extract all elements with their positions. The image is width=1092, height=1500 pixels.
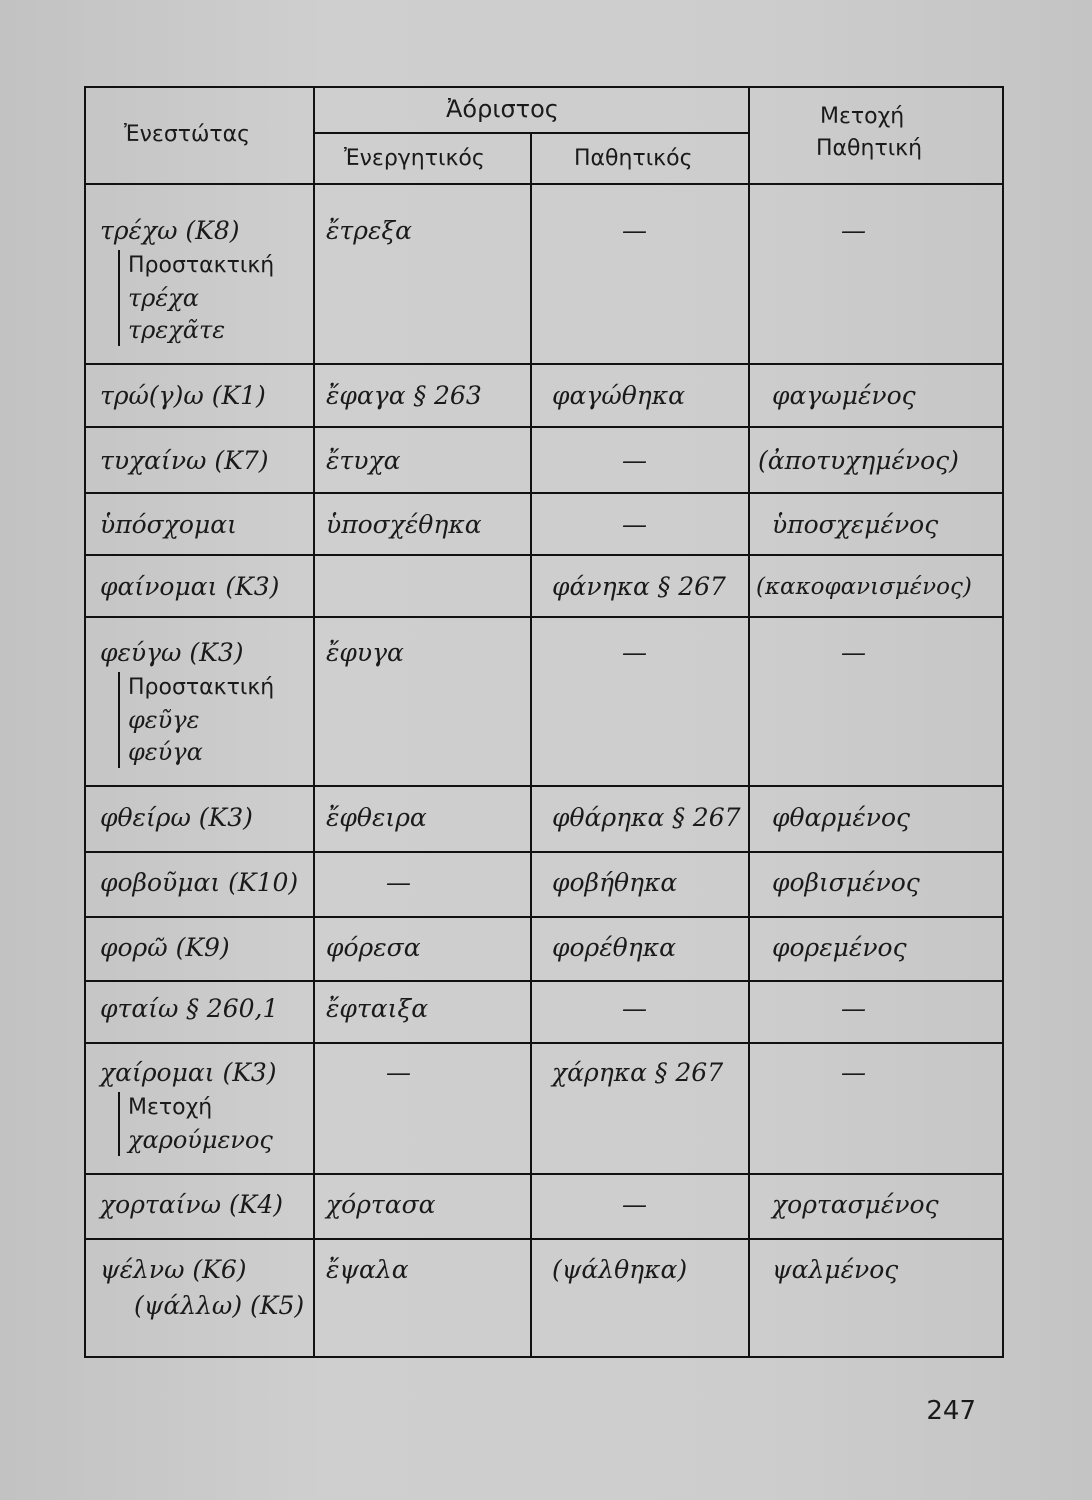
participle: φθαρμένος bbox=[772, 803, 911, 832]
present-form: φθείρω (Κ3) bbox=[100, 803, 253, 832]
present-form: φαίνομαι (Κ3) bbox=[100, 572, 280, 601]
row-line bbox=[86, 492, 1002, 494]
subforms bbox=[118, 250, 274, 346]
participle: ψαλμένος bbox=[772, 1255, 899, 1284]
verb-table bbox=[84, 86, 1004, 1358]
subforms bbox=[118, 672, 274, 768]
row-line bbox=[86, 426, 1002, 428]
active-aorist: ἔφταιξα bbox=[326, 994, 429, 1023]
active-aorist: ὑποσχέθηκα bbox=[326, 510, 482, 539]
active-aorist: — bbox=[386, 1058, 411, 1087]
row-line bbox=[86, 1238, 1002, 1240]
subforms bbox=[118, 1092, 273, 1156]
active-aorist: ἔτυχα bbox=[326, 446, 401, 475]
row-line bbox=[86, 616, 1002, 618]
sub-form: φεύγα bbox=[128, 738, 203, 766]
row-line bbox=[86, 1173, 1002, 1175]
present-form: τρώ(γ)ω (Κ1) bbox=[100, 381, 266, 410]
active-aorist: ἔφαγα § 263 bbox=[326, 381, 482, 410]
passive-aorist: φορέθηκα bbox=[552, 933, 676, 962]
row-line bbox=[86, 554, 1002, 556]
passive-aorist: φοβήθηκα bbox=[552, 868, 678, 897]
header-bottom-line bbox=[86, 183, 1002, 185]
participle: — bbox=[841, 638, 866, 667]
header-sub-line bbox=[313, 132, 748, 134]
participle: (κακοφανισμένος) bbox=[756, 574, 972, 600]
present-form: ψέλνω (Κ6) bbox=[100, 1255, 247, 1284]
passive-aorist: χάρηκα § 267 bbox=[552, 1058, 724, 1087]
active-aorist: χόρτασα bbox=[326, 1190, 436, 1219]
passive-aorist: φάνηκα § 267 bbox=[552, 572, 726, 601]
participle: — bbox=[841, 1058, 866, 1087]
passive-aorist: — bbox=[622, 1190, 647, 1219]
header-active: Ἐνεργητικός bbox=[344, 146, 485, 171]
row-line bbox=[86, 851, 1002, 853]
sub-form: τρεχᾶτε bbox=[128, 316, 226, 344]
active-aorist: ἔψαλα bbox=[326, 1255, 409, 1284]
participle: — bbox=[841, 216, 866, 245]
present-form-alt: (ψάλλω) (Κ5) bbox=[134, 1291, 305, 1320]
participle: ὑποσχεμένος bbox=[772, 510, 939, 539]
participle: φαγωμένος bbox=[772, 381, 916, 410]
passive-aorist: — bbox=[622, 638, 647, 667]
participle: — bbox=[841, 994, 866, 1023]
active-aorist: ἔφθειρα bbox=[326, 803, 427, 832]
header-present: Ἐνεστώτας bbox=[124, 122, 251, 147]
sub-label: Μετοχή bbox=[128, 1095, 213, 1120]
sub-form: τρέχα bbox=[128, 284, 200, 312]
col-divider-1 bbox=[313, 88, 315, 1356]
header-aorist: Ἀόριστος bbox=[446, 95, 559, 123]
present-form: φορῶ (Κ9) bbox=[100, 933, 230, 962]
header-participle-2: Παθητική bbox=[816, 136, 923, 161]
present-form: φεύγω (Κ3) bbox=[100, 638, 244, 667]
present-form: τυχαίνω (Κ7) bbox=[100, 446, 269, 475]
header-passive: Παθητικός bbox=[574, 146, 693, 171]
participle: (ἀποτυχημένος) bbox=[758, 446, 959, 475]
page-number: 247 bbox=[926, 1396, 976, 1426]
row-line bbox=[86, 1042, 1002, 1044]
row-line bbox=[86, 980, 1002, 982]
header-participle-1: Μετοχή bbox=[820, 104, 905, 129]
row-line bbox=[86, 916, 1002, 918]
sub-form: φεῦγε bbox=[128, 706, 200, 734]
active-aorist: φόρεσα bbox=[326, 933, 421, 962]
active-aorist: ἔτρεξα bbox=[326, 216, 413, 245]
present-form: χορταίνω (Κ4) bbox=[100, 1190, 284, 1219]
participle: χορτασμένος bbox=[772, 1190, 939, 1219]
participle: φοβισμένος bbox=[772, 868, 920, 897]
passive-aorist: — bbox=[622, 216, 647, 245]
present-form: ὑπόσχομαι bbox=[100, 510, 237, 539]
row-line bbox=[86, 785, 1002, 787]
active-aorist: — bbox=[386, 868, 411, 897]
participle: φορεμένος bbox=[772, 933, 907, 962]
passive-aorist: (ψάλθηκα) bbox=[552, 1255, 688, 1284]
present-form: φταίω § 260,1 bbox=[100, 994, 279, 1023]
passive-aorist: φαγώθηκα bbox=[552, 381, 686, 410]
sub-form: χαρούμενος bbox=[128, 1126, 273, 1154]
sub-label: Προστακτική bbox=[128, 253, 275, 278]
present-form: χαίρομαι (Κ3) bbox=[100, 1058, 277, 1087]
passive-aorist: — bbox=[622, 446, 647, 475]
passive-aorist: φθάρηκα § 267 bbox=[552, 803, 741, 832]
col-divider-3 bbox=[748, 88, 750, 1356]
present-form: φοβοῦμαι (Κ10) bbox=[100, 868, 299, 897]
passive-aorist: — bbox=[622, 994, 647, 1023]
present-form: τρέχω (Κ8) bbox=[100, 216, 240, 245]
active-aorist: ἔφυγα bbox=[326, 638, 404, 667]
passive-aorist: — bbox=[622, 510, 647, 539]
row-line bbox=[86, 363, 1002, 365]
sub-label: Προστακτική bbox=[128, 675, 275, 700]
